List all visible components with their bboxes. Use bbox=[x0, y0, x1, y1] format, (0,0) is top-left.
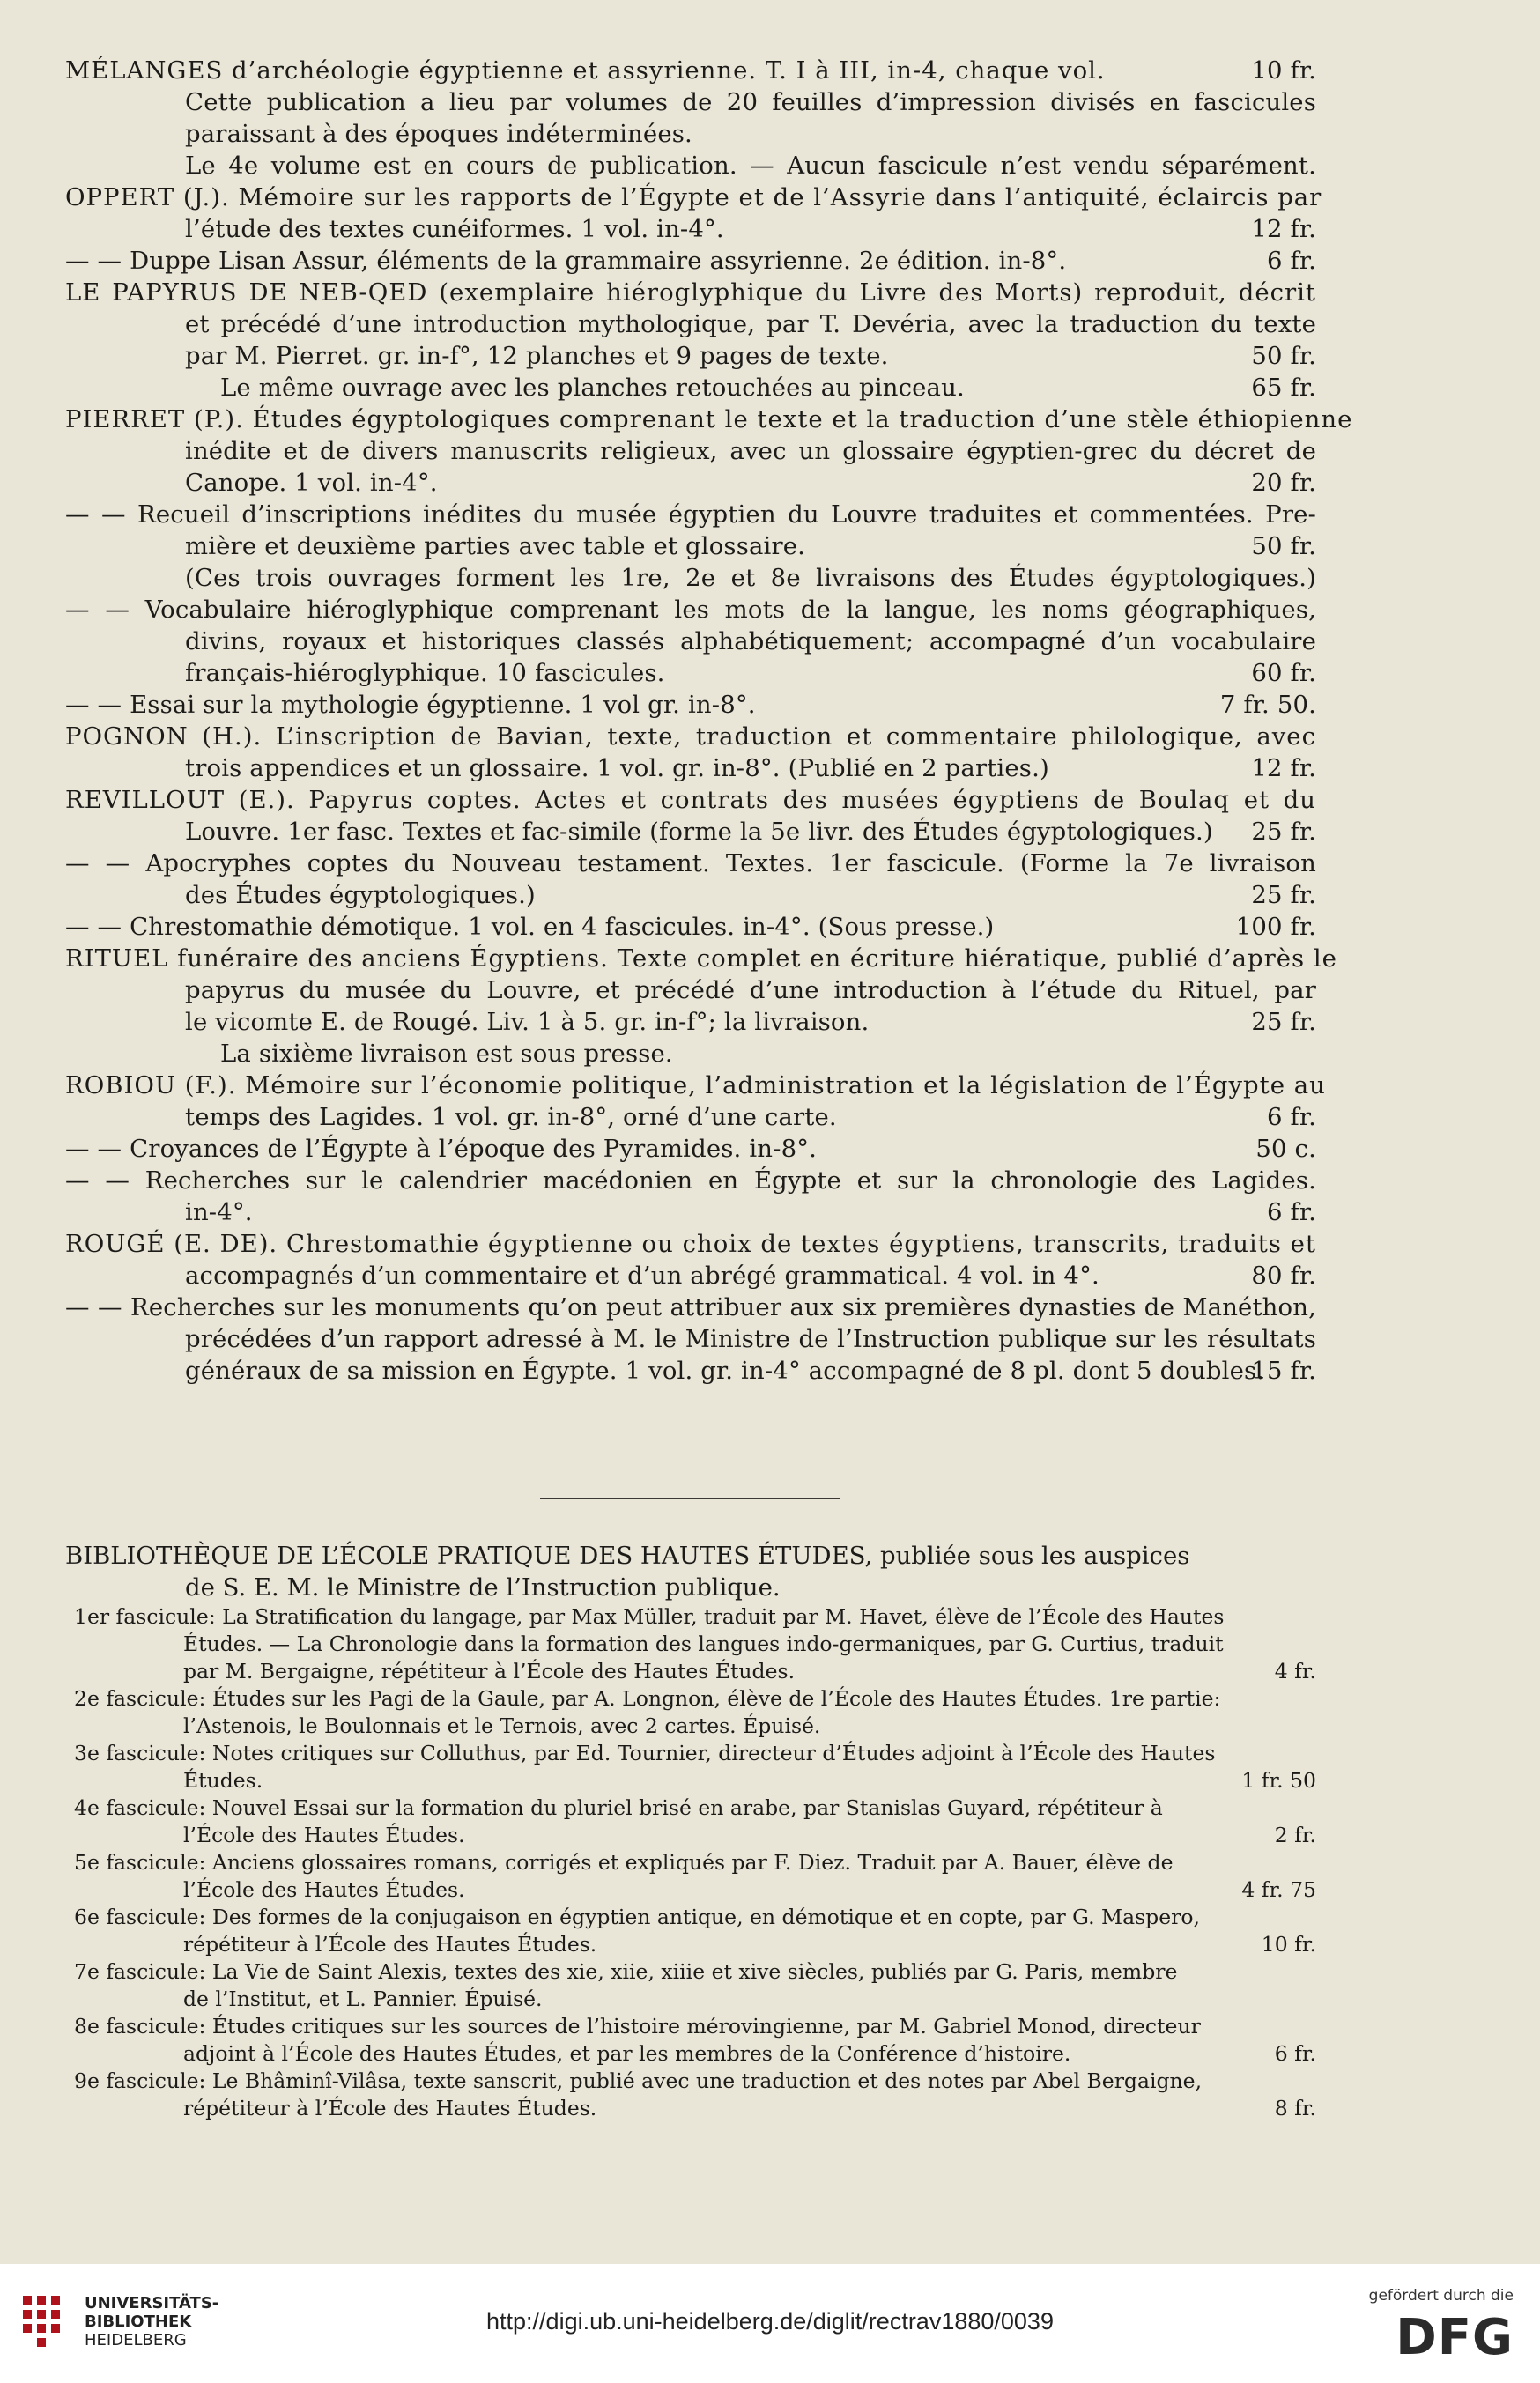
fascicule-line bbox=[65, 1958, 1316, 1986]
fascicule-line bbox=[65, 1631, 1316, 1658]
catalog-line bbox=[65, 879, 1316, 911]
funding-label: gefördert durch die bbox=[1368, 2287, 1514, 2305]
fascicule-line-text: 2e fascicule: Études sur les Pagi de la Gaule, par A. Longnon, élève de l’École des Hautes Études. 1re partie: bbox=[74, 1686, 1221, 1711]
fascicule-entry bbox=[65, 2013, 1316, 2068]
catalog-line-text: le vicomte E. de Rougé. Liv. 1 à 5. gr. in-f°; la livraison. bbox=[185, 1008, 870, 1036]
fascicule-line bbox=[65, 1713, 1316, 1740]
fascicule-line bbox=[65, 2068, 1316, 2095]
fascicule-line bbox=[65, 2040, 1316, 2068]
fascicule-line-text: 3e fascicule: Notes critiques sur Colluthus, par Ed. Tournier, directeur d’Études adjoint à l’École des Hautes bbox=[74, 1741, 1216, 1765]
catalog-line-text: Canope. 1 vol. in-4°. bbox=[185, 469, 438, 497]
catalog-line-text: MÉLANGES d’archéologie égyptienne et assyrienne. T. I à III, in-4, chaque vol. bbox=[65, 56, 1106, 85]
catalog-line-text: — — Recueil d’inscriptions inédites du musée égyptien du Louvre traduites et commentées. Pre- bbox=[65, 500, 1316, 529]
catalog-line bbox=[65, 1323, 1316, 1355]
catalog-line bbox=[65, 562, 1316, 594]
catalog-entry bbox=[65, 784, 1316, 943]
fascicule-entry bbox=[65, 1603, 1316, 1685]
fascicule-line bbox=[65, 1767, 1316, 1795]
fascicule-line-text: l’École des Hautes Études. bbox=[183, 1877, 465, 1902]
fascicule-line-text: de l’Institut, et L. Pannier. Épuisé. bbox=[183, 1987, 543, 2011]
library-name-line-3: HEIDELBERG bbox=[85, 2331, 187, 2350]
catalog-line-text: — — Vocabulaire hiéroglyphique comprenant les mots de la langue, les noms géographiques, bbox=[65, 596, 1316, 624]
catalog-entry bbox=[65, 55, 1316, 181]
catalog-line-text: in-4°. bbox=[185, 1198, 253, 1226]
fascicule-line bbox=[65, 1931, 1316, 1958]
catalog-line bbox=[65, 625, 1316, 657]
catalog-line bbox=[65, 1165, 1316, 1196]
catalog-line bbox=[65, 181, 1322, 213]
catalog-line bbox=[65, 594, 1316, 625]
fascicule-entry bbox=[65, 1685, 1316, 1740]
catalog-line-text: LE PAPYRUS DE NEB-QED (exemplaire hiéroglyphique du Livre des Morts) reproduit, décrit bbox=[65, 278, 1316, 307]
catalog-line-text: — — Duppe Lisan Assur, éléments de la grammaire assyrienne. 2e édition. in-8°. bbox=[65, 247, 1067, 275]
dfg-logo: DFG bbox=[1396, 2309, 1514, 2366]
price: 6 fr. bbox=[1266, 247, 1316, 275]
price: 50 fr. bbox=[1251, 532, 1316, 560]
catalog-line-text: — — Essai sur la mythologie égyptienne. 1 vol gr. in-8°. bbox=[65, 691, 756, 719]
fascicule-line bbox=[65, 1795, 1316, 1822]
catalog-line bbox=[65, 467, 1316, 499]
fascicule-line bbox=[65, 2095, 1316, 2122]
fascicule-line-text: Études. bbox=[183, 1768, 263, 1793]
catalog-line-text: accompagnés d’un commentaire et d’un abrégé grammatical. 4 vol. in 4°. bbox=[185, 1262, 1099, 1290]
catalog-line-text: — — Croyances de l’Égypte à l’époque des Pyramides. in-8°. bbox=[65, 1135, 818, 1163]
price: 6 fr. bbox=[1266, 1198, 1316, 1226]
price: 4 fr. bbox=[1274, 1659, 1316, 1684]
catalog-line-text: par M. Pierret. gr. in-f°, 12 planches et 9 pages de texte. bbox=[185, 342, 889, 370]
fascicule-line-text: 5e fascicule: Anciens glossaires romans, corrigés et expliqués par F. Diez. Traduit par A. Bauer, élève de bbox=[74, 1850, 1174, 1875]
catalog-line bbox=[65, 403, 1353, 435]
price: 20 fr. bbox=[1251, 469, 1316, 497]
catalog-line bbox=[65, 435, 1316, 467]
section-divider bbox=[540, 1498, 840, 1499]
catalog-line-text: OPPERT (J.). Mémoire sur les rapports de l’Égypte et de l’Assyrie dans l’antiquité, éclaircis par bbox=[65, 183, 1322, 211]
catalog-line-text: (Ces trois ouvrages forment les 1re, 2e et 8e livraisons des Études égyptologiques.) bbox=[185, 564, 1316, 592]
catalog-line bbox=[65, 499, 1316, 530]
price: 50 c. bbox=[1255, 1135, 1316, 1163]
price: 60 fr. bbox=[1251, 659, 1316, 687]
catalog-line bbox=[65, 340, 1316, 372]
publication-catalog bbox=[65, 55, 1353, 1387]
price: 10 fr. bbox=[1261, 1932, 1316, 1957]
fascicule-entry bbox=[65, 1740, 1316, 1795]
catalog-line bbox=[65, 1006, 1316, 1038]
catalog-line bbox=[65, 943, 1337, 974]
fascicule-line-text: répétiteur à l’École des Hautes Études. bbox=[183, 1932, 597, 1957]
price: 10 fr. bbox=[1251, 56, 1316, 85]
catalog-line-text: mière et deuxième parties avec table et glossaire. bbox=[185, 532, 806, 560]
catalog-line bbox=[65, 86, 1316, 118]
fascicule-line bbox=[65, 1822, 1316, 1849]
catalog-line bbox=[65, 974, 1316, 1006]
fascicule-line bbox=[65, 1904, 1316, 1931]
fascicule-line bbox=[65, 1658, 1316, 1685]
catalog-line-text: POGNON (H.). L’inscription de Bavian, texte, traduction et commentaire philologique, avec bbox=[65, 722, 1316, 751]
fascicule-entry bbox=[65, 1795, 1316, 1849]
catalog-line bbox=[65, 1260, 1316, 1291]
catalog-line-text: des Études égyptologiques.) bbox=[185, 881, 536, 909]
fascicule-line bbox=[65, 1849, 1316, 1876]
catalog-line-text: Le 4e volume est en cours de publication. — Aucun fascicule n’est vendu séparément. bbox=[185, 152, 1316, 180]
fascicule-line-text: répétiteur à l’École des Hautes Études. bbox=[183, 2096, 597, 2120]
fascicule-line-text: 9e fascicule: Le Bhâminî-Vilâsa, texte sanscrit, publié avec une traduction et des notes par Abel Bergaigne, bbox=[74, 2068, 1203, 2093]
catalog-line-text: Cette publication a lieu par volumes de 20 feuilles d’impression divisés en fascicules bbox=[185, 88, 1316, 116]
catalog-line bbox=[65, 816, 1316, 847]
catalog-line bbox=[65, 847, 1316, 879]
catalog-line-text: — — Recherches sur le calendrier macédonien en Égypte et sur la chronologie des Lagides. bbox=[65, 1166, 1316, 1195]
catalog-entry bbox=[65, 1228, 1316, 1387]
catalog-line-text: — — Recherches sur les monuments qu’on peut attribuer aux six premières dynasties de Manéthon, bbox=[65, 1293, 1316, 1321]
footer-bar bbox=[0, 2264, 1540, 2383]
catalog-line-text: trois appendices et un glossaire. 1 vol. gr. in-8°. (Publié en 2 parties.) bbox=[185, 754, 1049, 782]
catalog-line-text: RITUEL funéraire des anciens Égyptiens. Texte complet en écriture hiératique, publié d’après le bbox=[65, 944, 1337, 973]
price: 65 fr. bbox=[1251, 374, 1316, 402]
catalog-line-text: Louvre. 1er fasc. Textes et fac-simile (forme la 5e livr. des Études égyptologiques.) bbox=[185, 818, 1213, 846]
permalink-url[interactable]: http://digi.ub.uni-heidelberg.de/diglit/rectrav1880/0039 bbox=[486, 2308, 1054, 2335]
catalog-entry bbox=[65, 403, 1353, 721]
series-section bbox=[65, 1540, 1316, 2122]
catalog-line-text: PIERRET (P.). Études égyptologiques comprenant le texte et la traduction d’une stèle éthiopienne bbox=[65, 405, 1353, 433]
catalog-line bbox=[65, 721, 1316, 752]
fascicule-line-text: 1er fascicule: La Stratification du langage, par Max Müller, traduit par M. Havet, élève de l’École des Hautes bbox=[74, 1604, 1225, 1629]
library-name-line-1: UNIVERSITÄTS- bbox=[85, 2294, 219, 2313]
catalog-line bbox=[65, 1355, 1316, 1387]
catalog-line bbox=[65, 213, 1316, 245]
catalog-line-text: inédite et de divers manuscrits religieux, avec un glossaire égyptien-grec du décret de bbox=[185, 437, 1316, 465]
catalog-line-text: — — Apocryphes coptes du Nouveau testament. Textes. 1er fascicule. (Forme la 7e livraison bbox=[65, 849, 1316, 877]
price: 15 fr. bbox=[1251, 1357, 1316, 1385]
fascicule-line bbox=[65, 1685, 1316, 1713]
catalog-line bbox=[65, 55, 1316, 86]
library-name-line-2: BIBLIOTHEK bbox=[85, 2313, 192, 2331]
catalog-line-text: français-hiéroglyphique. 10 fascicules. bbox=[185, 659, 665, 687]
catalog-entry bbox=[65, 1069, 1326, 1228]
catalog-line-text: REVILLOUT (E.). Papyrus coptes. Actes et contrats des musées égyptiens de Boulaq et du bbox=[65, 786, 1316, 814]
catalog-line bbox=[65, 1038, 1316, 1069]
catalog-line-text: La sixième livraison est sous presse. bbox=[220, 1040, 673, 1068]
catalog-line-text: — — Chrestomathie démotique. 1 vol. en 4 fascicules. in-4°. (Sous presse.) bbox=[65, 913, 995, 941]
catalog-line-text: ROUGÉ (E. DE). Chrestomathie égyptienne ou choix de textes égyptiens, transcrits, traduits et bbox=[65, 1230, 1316, 1258]
price: 100 fr. bbox=[1235, 913, 1316, 941]
fascicule-line-text: 7e fascicule: La Vie de Saint Alexis, textes des xie, xiie, xiiie et xive siècles, publiés par G. Paris, membre bbox=[74, 1959, 1178, 1984]
catalog-line-text: l’étude des textes cunéiformes. 1 vol. in-4°. bbox=[185, 215, 724, 243]
price: 50 fr. bbox=[1251, 342, 1316, 370]
fascicule-line-text: adjoint à l’École des Hautes Études, et par les membres de la Conférence d’histoire. bbox=[183, 2041, 1071, 2066]
fascicule-line-text: par M. Bergaigne, répétiteur à l’École des Hautes Études. bbox=[183, 1659, 796, 1684]
catalog-line-text: et précédé d’une introduction mythologique, par T. Devéria, avec la traduction du texte bbox=[185, 310, 1316, 338]
catalog-line-text: paraissant à des époques indéterminées. bbox=[185, 120, 692, 148]
price: 4 fr. 75 bbox=[1241, 1877, 1316, 1902]
catalog-line bbox=[65, 372, 1316, 403]
price: 80 fr. bbox=[1251, 1262, 1316, 1290]
catalog-line bbox=[65, 245, 1316, 277]
catalog-line-text: temps des Lagides. 1 vol. gr. in-8°, orné d’une carte. bbox=[185, 1103, 837, 1131]
fascicule-entry bbox=[65, 1958, 1316, 2013]
catalog-line bbox=[65, 911, 1316, 943]
catalog-line bbox=[65, 1196, 1316, 1228]
price: 8 fr. bbox=[1274, 2096, 1316, 2120]
catalog-line bbox=[65, 1228, 1316, 1260]
catalog-line bbox=[65, 752, 1316, 784]
catalog-line bbox=[65, 784, 1316, 816]
fascicule-line bbox=[65, 1603, 1316, 1631]
catalog-entry bbox=[65, 181, 1322, 277]
price: 12 fr. bbox=[1251, 215, 1316, 243]
catalog-line bbox=[65, 150, 1316, 181]
series-heading: BIBLIOTHÈQUE DE L’ÉCOLE PRATIQUE DES HAUTES ÉTUDES, publiée sous les auspices bbox=[65, 1542, 1190, 1570]
catalog-line-text: divins, royaux et historiques classés alphabétiquement; accompagné d’un vocabulaire bbox=[185, 627, 1316, 655]
catalog-line bbox=[65, 530, 1316, 562]
fascicule-entry bbox=[65, 1849, 1316, 1904]
catalog-line-text: Le même ouvrage avec les planches retouchées au pinceau. bbox=[220, 374, 965, 402]
fascicule-line bbox=[65, 2013, 1316, 2040]
price: 6 fr. bbox=[1266, 1103, 1316, 1131]
catalog-line-text: ROBIOU (F.). Mémoire sur l’économie politique, l’administration et la législation de l’Égypte au bbox=[65, 1071, 1326, 1099]
catalog-line bbox=[65, 1101, 1316, 1133]
fascicule-list bbox=[65, 1603, 1316, 2122]
catalog-line-text: généraux de sa mission en Égypte. 1 vol. gr. in-4° accompagné de 8 pl. dont 5 doubles. bbox=[185, 1357, 1265, 1385]
catalog-line-text: papyrus du musée du Louvre, et précédé d’une introduction à l’étude du Rituel, par bbox=[185, 976, 1316, 1004]
catalog-entry bbox=[65, 277, 1316, 403]
price: 6 fr. bbox=[1274, 2041, 1316, 2066]
catalog-line bbox=[65, 308, 1316, 340]
catalog-line bbox=[65, 1133, 1316, 1165]
fascicule-line-text: l’École des Hautes Études. bbox=[183, 1823, 465, 1847]
price: 1 fr. 50 bbox=[1241, 1768, 1316, 1793]
catalog-entry bbox=[65, 721, 1316, 784]
catalog-line bbox=[65, 1291, 1316, 1323]
fascicule-line bbox=[65, 1740, 1316, 1767]
fascicule-line-text: l’Astenois, le Boulonnais et le Ternois, avec 2 cartes. Épuisé. bbox=[183, 1713, 821, 1738]
fascicule-line-text: 8e fascicule: Études critiques sur les sources de l’histoire mérovingienne, par M. Gabriel Monod, directeur bbox=[74, 2014, 1201, 2039]
price: 25 fr. bbox=[1251, 818, 1316, 846]
price: 25 fr. bbox=[1251, 1008, 1316, 1036]
fascicule-entry bbox=[65, 1904, 1316, 1958]
price: 25 fr. bbox=[1251, 881, 1316, 909]
catalog-entry bbox=[65, 943, 1337, 1069]
catalog-line bbox=[65, 1069, 1326, 1101]
series-subheading: de S. E. M. le Ministre de l’Instruction publique. bbox=[185, 1573, 781, 1602]
catalog-line-text: précédées d’un rapport adressé à M. le Ministre de l’Instruction publique sur les résultats bbox=[185, 1325, 1316, 1353]
catalog-line bbox=[65, 118, 1316, 150]
price: 12 fr. bbox=[1251, 754, 1316, 782]
fascicule-line bbox=[65, 1986, 1316, 2013]
catalog-line bbox=[65, 657, 1316, 689]
catalog-line bbox=[65, 277, 1316, 308]
fascicule-line-text: 4e fascicule: Nouvel Essai sur la formation du pluriel brisé en arabe, par Stanislas Guyard, répétiteur à bbox=[74, 1795, 1163, 1820]
fascicule-entry bbox=[65, 2068, 1316, 2122]
fascicule-line-text: Études. — La Chronologie dans la formation des langues indo-germaniques, par G. Curtius, traduit bbox=[183, 1632, 1224, 1656]
fascicule-line-text: 6e fascicule: Des formes de la conjugaison en égyptien antique, en démotique et en copte, par G. Maspero, bbox=[74, 1905, 1200, 1929]
price: 7 fr. 50. bbox=[1219, 691, 1316, 719]
price: 2 fr. bbox=[1274, 1823, 1316, 1847]
catalog-line bbox=[65, 689, 1316, 721]
fascicule-line bbox=[65, 1876, 1316, 1904]
